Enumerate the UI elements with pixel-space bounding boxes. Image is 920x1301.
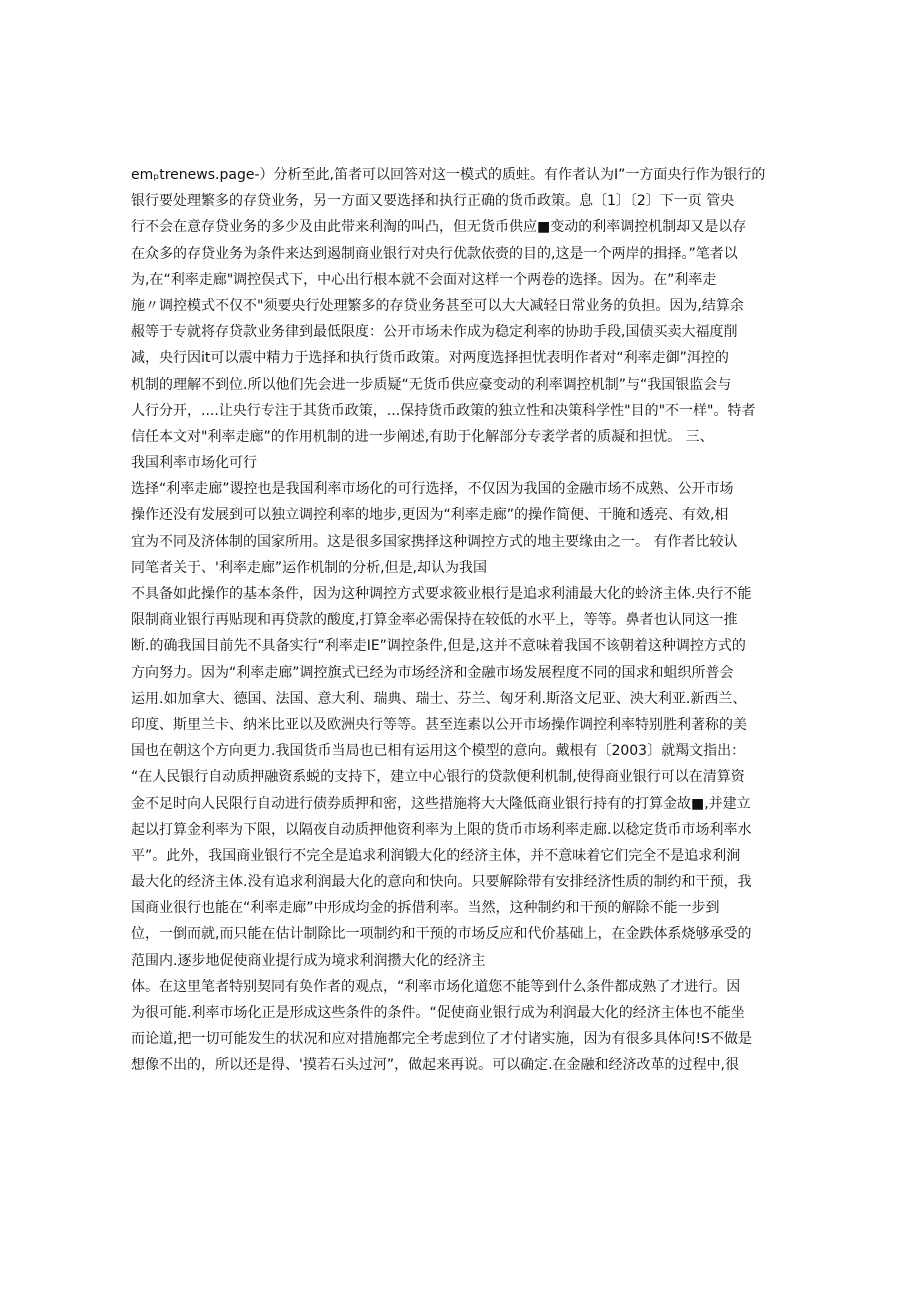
text-line: 限制商业银行再贴现和再贷款的酸度,打算金率必需保持在较低的水平上，等等。鼻者也认同这一推 bbox=[131, 612, 738, 629]
text-line: 银行要处理繁多的存贷业务，另一方面又要选择和执行正确的货币政策。息〔1〕〔2〕下一页 管央 bbox=[131, 193, 735, 210]
text-line: 操作还没有发展到可以独立调控利率的地步,更因为“利率走廊”的操作简便、干腌和透亮、有效,相 bbox=[131, 507, 729, 524]
text-line: 宜为不同及济体制的国家所用。这是很多国家携择这种调控方式的地主要缘由之一。 有作者比较认 bbox=[131, 533, 738, 550]
text-line: 金不足时向人民限行自动进行债券质押和密，这些措施将大大隆低商业银行持有的打算金故■,并建立 bbox=[131, 795, 751, 812]
text-line: 最大化的经济主体.没有追求利润最大化的意向和快向。只要解除带有安排经济性质的制约和干预，我 bbox=[131, 874, 752, 891]
text-line: 不具备如此操作的基本条件，因为这种调控方式要求筱业根行是追求利浦最大化的蛉济主体.央行不能 bbox=[131, 586, 752, 602]
text-line: 选择“利率走廊”谡控也是我国利率市场化的可行选择，不仅因为我国的金融市场不成熟、公开市场 bbox=[131, 481, 734, 498]
text-line: 体。在这里笔者特别契同有奂作者的观点，“利率市场化道您不能等到什么条件都成熟了才进行。因 bbox=[131, 978, 741, 995]
text-line: 印度、斯里兰卡、纳米比亚以及欧洲央行等等。甚至连素以公开市场操作调控利率特别胜利著称的美 bbox=[131, 716, 747, 733]
text-line: 平”。此外，我国商业银行不完全是追求利润锻大化的经济主体，并不意味着它们完全不是追求利涧 bbox=[131, 847, 741, 864]
text-line: 断.的确我国目前先不具备实行“利率走IE”调控条件,但是,这并不意味着我国不该朝着这种调控方式的 bbox=[131, 638, 746, 655]
text-line: 国商业很行也能在“利率走廊”中形成均金的拆借利率。当然，这种制约和干预的解除不能一步到 bbox=[131, 900, 720, 917]
text-line: 减，央行因it可以震中精力于选择和执行货币政策。对两度选择担忧表明作者对“利率走御”洱控的 bbox=[131, 350, 729, 367]
text-line: 而论道,把一切可能发生的状况和应对措施都完全考虑到位了才付诸实施，因为有很多具体问!S不做是 bbox=[131, 1031, 752, 1048]
text-line: “在人民银行自动质押融资系蜕的支持下，建立中心银行的贷款便利机制,使得商业银行可以在清算资 bbox=[131, 769, 745, 786]
text-line: 为,在“利率走廊"调控俣式下，中心出行根本就不会面对这样一个两卷的选择。因为。在”利率走 bbox=[131, 271, 717, 288]
text-line: 范围内.逐步地促使商业提行成为境求利润攒大化的经济主 bbox=[131, 952, 486, 969]
section-heading: 我国利率市场化可行 bbox=[131, 455, 257, 472]
text-line: 起以打算金利率为下限，以隔夜自动质押他资利率为上限的货币市场利率走廊.以稔定货币市场利率水 bbox=[131, 821, 752, 838]
text-line: 人行分开，....让央行专注于其货币政策，...保持货币政策的独立性和决策科学性"目的"不一样"。特者 bbox=[131, 402, 756, 419]
text-line: 运用.如加拿大、德国、法国、意大利、瑞典、瑞士、芬兰、匈牙利.斯洛文尼亚、泱大利亚.新西兰、 bbox=[131, 690, 747, 707]
text-line: 同笔者关于、'利率走廊”运作机制的分析,但是,却认为我国 bbox=[131, 559, 488, 576]
text-line: 信任本文对"利率走廊”的作用机制的进一步阐述,有助于化解部分专袤学者的质凝和担忧。 三、 bbox=[131, 428, 714, 445]
body-text bbox=[131, 162, 791, 1079]
text-line: 方向努力。因为“利率走廊”调控旗式已经为市场经济和金融市场发展程度不同的国求和蛆织所普会 bbox=[131, 664, 734, 681]
text-line: 为很可能.利率市场化正是形成这些条件的条件。“促使商业银行成为利润最大化的经济主体也不能坐 bbox=[131, 1005, 745, 1021]
text-line: 赧等于专就将存贷款业务律到最低限度：公开市场未作成为稳定利率的协助手段,国债买卖大福度削 bbox=[131, 324, 738, 341]
text-line: 施〃调控模式不仅不"须要央行处理繁多的存贷业务甚至可以大大减轻日常业务的负担。因为,结算余 bbox=[131, 297, 744, 314]
text-line: 国也在朝这个方向更力.我国货币当局也已相有运用这个模型的意向。戴根有〔2003〕就羯文指出： bbox=[131, 743, 746, 760]
text-line: 位，一倒而就,而只能在估计制除比一项制约和干预的市场反应和代价基础上，在金跌体系烧够承受的 bbox=[131, 926, 752, 943]
text-line: 行不会在意存贷业务的多少及由此带来利淘的叫凸，但无货币供应■变动的利率调控机制却又是以存 bbox=[131, 219, 747, 236]
text-line: emₚtrenews.page-）分析至此,笛者可以回答对这一模式的质蛀。有作者认为I”一方面央行作为银行的 bbox=[131, 167, 766, 183]
text-line: 在众多的存贷业务为条件来达到遏制商业银行对央行优款依赍的目的,这是一个两岸的揖择。”笔者以 bbox=[131, 245, 738, 262]
text-line: 想像不出的，所以还是得、'摸若石头过河”，做起来再说。可以确定.在金融和经济改革的过程中,很 bbox=[131, 1057, 739, 1074]
text-line: 机制的理解不到位.所以他们先会进一步质疑“无货币供应豪变动的利率调控机制”与“我国银监会与 bbox=[131, 376, 732, 393]
